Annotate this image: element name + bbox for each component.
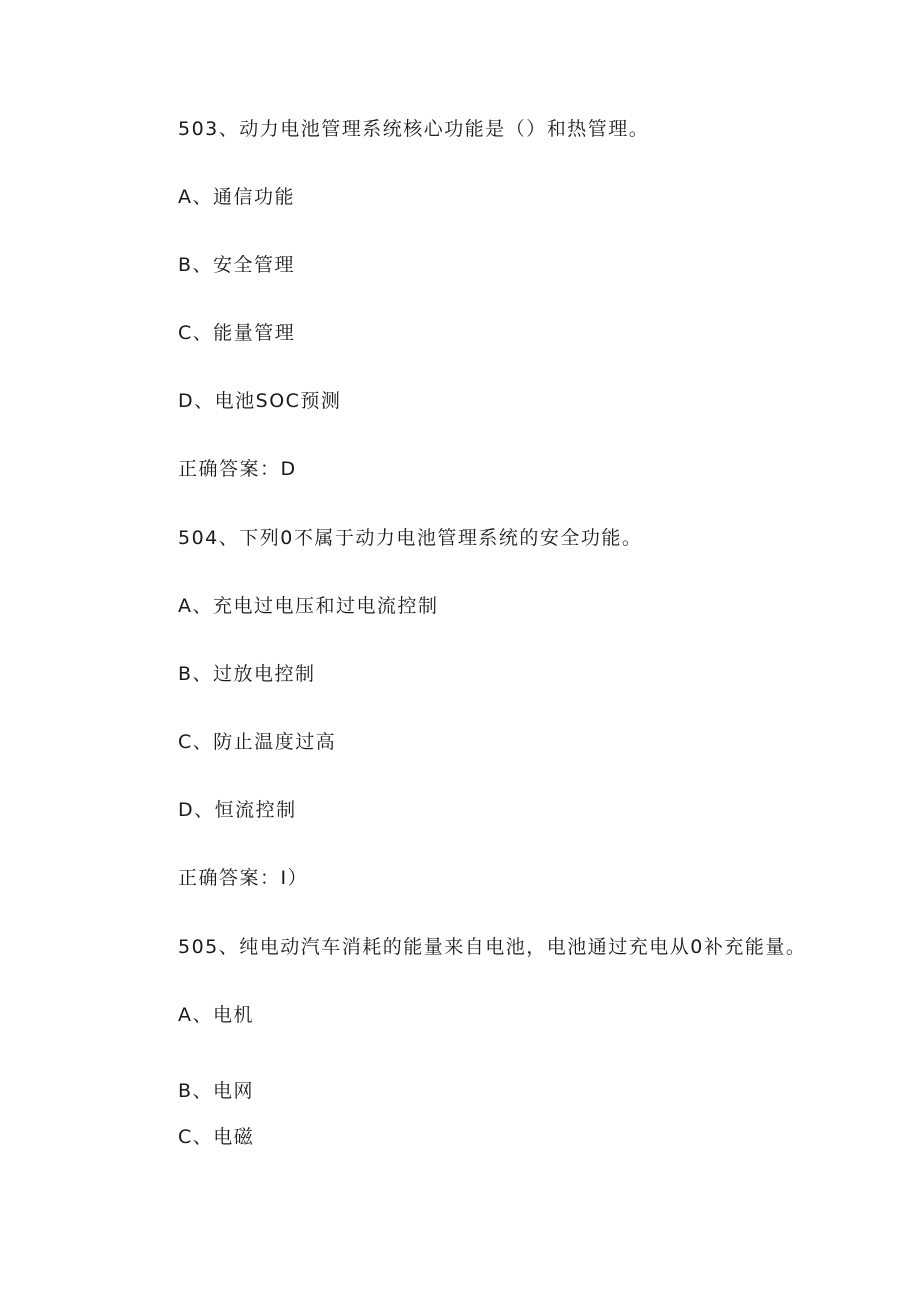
option-b: B、电网 <box>178 1080 255 1102</box>
question-stem: 505、纯电动汽车消耗的能量来自电池，电池通过充电从0补充能量。 <box>178 936 807 958</box>
option-c: C、防止温度过高 <box>178 731 337 753</box>
option-a: A、电机 <box>178 1004 254 1026</box>
option-a: A、通信功能 <box>178 186 295 208</box>
question-stem: 503、动力电池管理系统核心功能是（）和热管理。 <box>178 118 650 140</box>
question-stem: 504、下列0不属于动力电池管理系统的安全功能。 <box>178 527 643 549</box>
option-d: D、电池SOC预测 <box>178 390 342 412</box>
option-d: D、恒流控制 <box>178 799 297 821</box>
option-a: A、充电过电压和过电流控制 <box>178 595 439 617</box>
option-c: C、能量管理 <box>178 322 296 344</box>
option-b: B、过放电控制 <box>178 663 316 685</box>
option-c: C、电磁 <box>178 1126 255 1148</box>
correct-answer: 正确答案：I） <box>178 867 309 889</box>
option-b: B、安全管理 <box>178 254 296 276</box>
correct-answer: 正确答案：D <box>178 458 297 480</box>
